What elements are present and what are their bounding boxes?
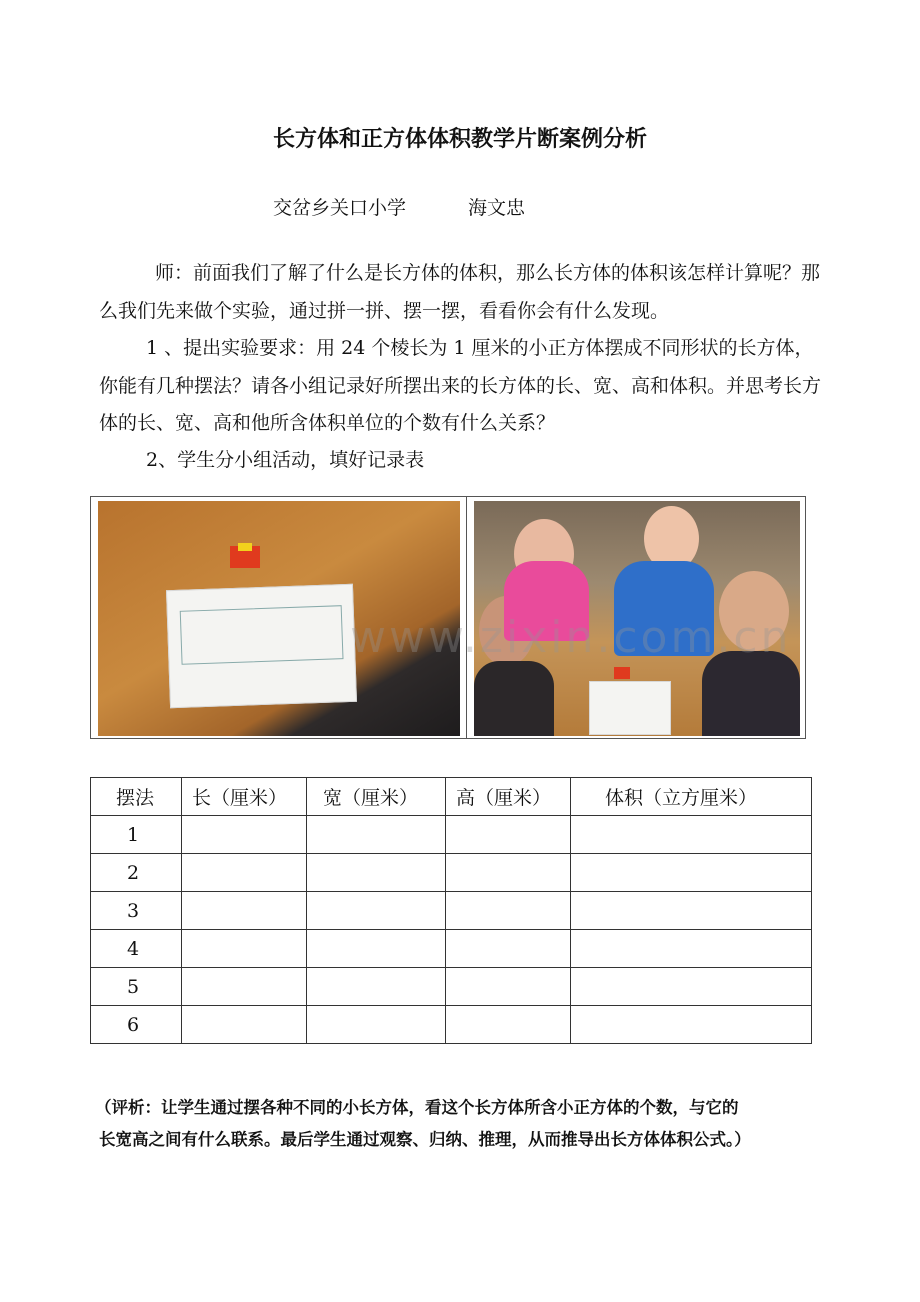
cell-height	[446, 1006, 571, 1044]
header-width: 宽（厘米）	[307, 778, 446, 816]
cell-length	[182, 854, 307, 892]
cell-width	[307, 816, 446, 854]
cell-length	[182, 930, 307, 968]
cell-volume	[571, 1006, 812, 1044]
row-number: 1	[91, 816, 182, 854]
table-row	[91, 892, 812, 930]
table-row	[91, 930, 812, 968]
row-number: 5	[91, 968, 182, 1006]
cell-height	[446, 930, 571, 968]
table-header-row	[91, 778, 812, 816]
cell-width	[307, 1006, 446, 1044]
cell-volume	[571, 968, 812, 1006]
header-length: 长（厘米）	[182, 778, 307, 816]
note-line-1: （评析：让学生通过摆各种不同的小长方体，看这个长方体所含小正方体的个数，与它的	[95, 1098, 739, 1117]
note-line-2: 长宽高之间有什么联系。最后学生通过观察、归纳、推理，从而推导出长方体体积公式。）	[99, 1130, 751, 1149]
header-volume: 体积（立方厘米）	[571, 778, 812, 816]
table-row	[91, 1006, 812, 1044]
record-table	[90, 777, 812, 1044]
author-line	[273, 193, 525, 220]
cell-width	[307, 854, 446, 892]
author-name: 海文忠	[468, 197, 526, 219]
cell-length	[182, 892, 307, 930]
table-row	[91, 968, 812, 1006]
row-number: 6	[91, 1006, 182, 1044]
analysis-note	[95, 1092, 839, 1156]
cell-height	[446, 816, 571, 854]
cell-width	[307, 930, 446, 968]
watermark: www.zixin.com.cn	[350, 612, 792, 663]
cell-height	[446, 892, 571, 930]
paragraph-group-activity: 2、学生分小组活动，填好记录表	[146, 449, 425, 471]
paragraph-teacher-intro: 师：前面我们了解了什么是长方体的体积，那么长方体的体积该怎样计算呢？那么我们先来做个实验，通过拼一拼、摆一摆，看看你会有什么发现。	[99, 262, 821, 322]
header-height: 高（厘米）	[446, 778, 571, 816]
page-title: 长方体和正方体体积教学片断案例分析	[272, 127, 647, 152]
cell-width	[307, 892, 446, 930]
cell-volume	[571, 930, 812, 968]
cell-height	[446, 968, 571, 1006]
row-number: 2	[91, 854, 182, 892]
header-method: 摆法	[91, 778, 182, 816]
school-name: 交岔乡关口小学	[273, 197, 407, 219]
table-row	[91, 854, 812, 892]
record-sheet-image	[166, 584, 357, 708]
cell-length	[182, 1006, 307, 1044]
cell-volume	[571, 892, 812, 930]
row-number: 4	[91, 930, 182, 968]
cell-length	[182, 968, 307, 1006]
cell-length	[182, 816, 307, 854]
paragraph-experiment-requirements: 1 、提出实验要求：用 24 个棱长为 1 厘米的小正方体摆成不同形状的长方体，你能有几种摆法？请各小组记录好所摆出来的长方体的长、宽、高和体积。并思考长方体的长、宽、高和他所含体积单位的个数有什么关系？	[99, 337, 822, 434]
cell-width	[307, 968, 446, 1006]
cell-volume	[571, 816, 812, 854]
row-number: 3	[91, 892, 182, 930]
cell-volume	[571, 854, 812, 892]
cell-height	[446, 854, 571, 892]
table-row	[91, 816, 812, 854]
